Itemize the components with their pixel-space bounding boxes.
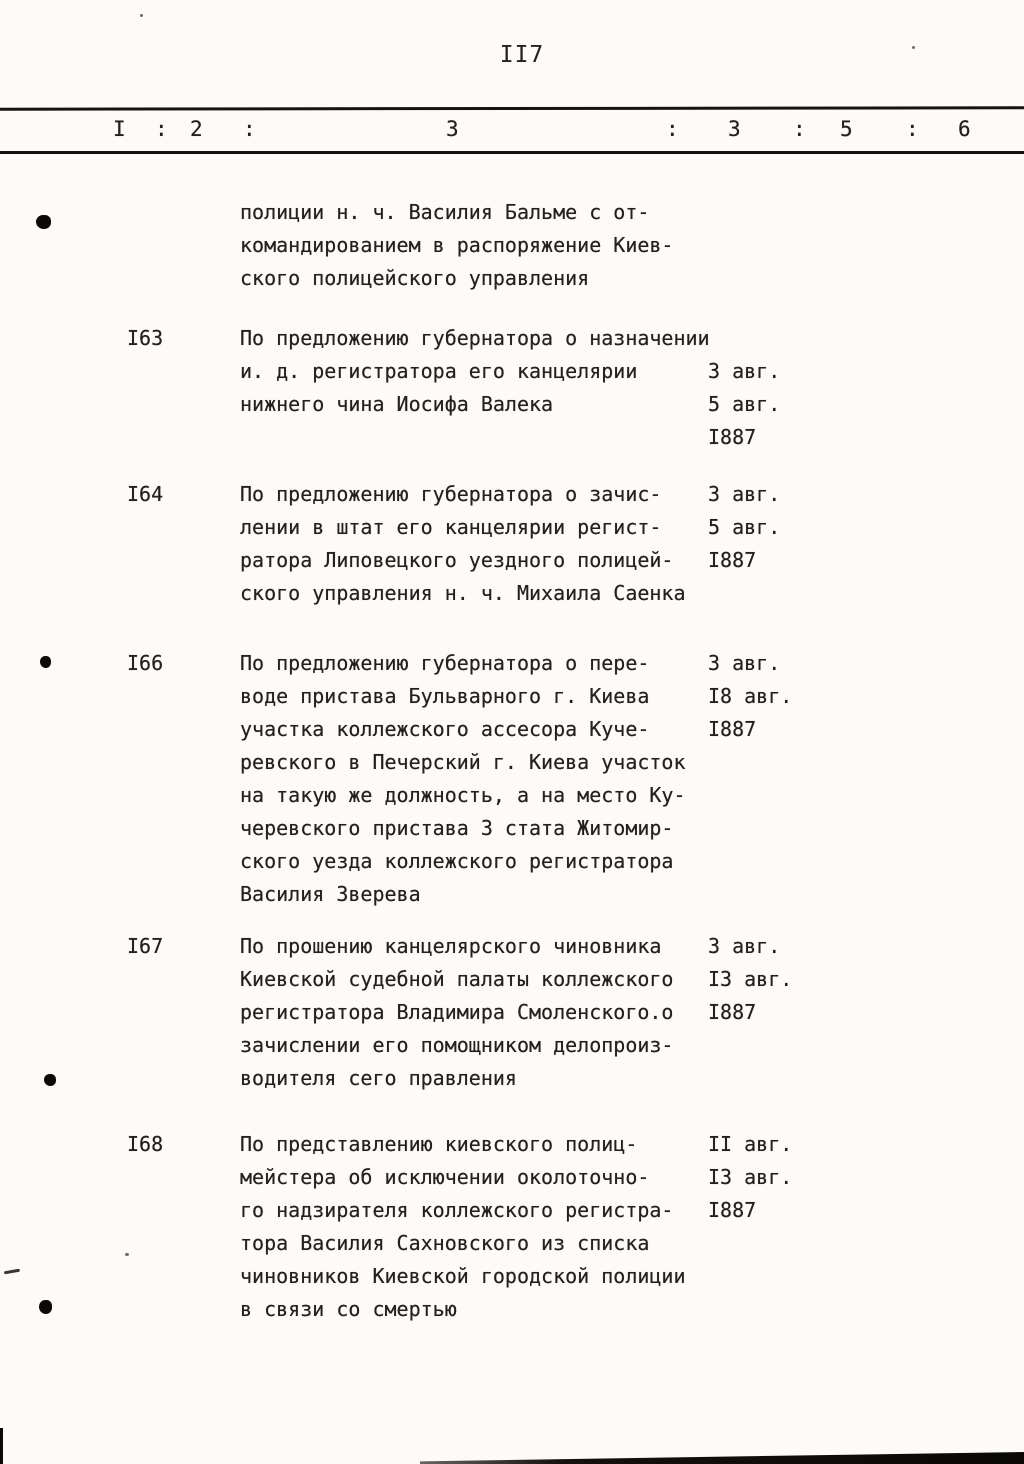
intro-line: командированием в распоряжение Киев- bbox=[240, 233, 674, 257]
entry-date-line: 5 авг. bbox=[708, 392, 781, 416]
speck-mark bbox=[912, 46, 915, 49]
table-header-bottom-rule bbox=[0, 151, 1024, 154]
speck-mark bbox=[140, 14, 143, 17]
column-number: 5 bbox=[840, 117, 853, 141]
ink-blob-mark bbox=[40, 656, 51, 668]
entry-number: I67 bbox=[127, 934, 164, 958]
ink-blob-mark bbox=[36, 215, 51, 229]
entry-text-line: ревского в Печерский г. Киева участок bbox=[240, 750, 686, 774]
entry-date-line: I887 bbox=[708, 1000, 757, 1024]
entry-number: I64 bbox=[127, 482, 164, 506]
entry-text-line: По прошению канцелярского чиновника bbox=[240, 934, 662, 958]
entry-text-line: ского управления н. ч. Михаила Саенка bbox=[240, 581, 686, 605]
column-separator: : bbox=[666, 117, 679, 141]
entry-date-line: 5 авг. bbox=[708, 515, 781, 539]
entry-number: I63 bbox=[127, 326, 164, 350]
entry-date-line: 3 авг. bbox=[708, 359, 781, 383]
entry-text-line: го надзирателя коллежского регистра- bbox=[240, 1198, 674, 1222]
column-number: 2 bbox=[190, 117, 203, 141]
entry-text-line: черевского пристава 3 стата Житомир- bbox=[240, 816, 674, 840]
entry-date-column bbox=[708, 647, 792, 746]
entry-date-column bbox=[708, 355, 780, 454]
entry-text-line: тора Василия Сахновского из списка bbox=[240, 1231, 650, 1255]
entry-number: I68 bbox=[127, 1132, 164, 1156]
scan-edge-sliver-mark bbox=[0, 1428, 3, 1464]
column-number: 3 bbox=[728, 117, 741, 141]
entry-date-line: I887 bbox=[708, 548, 757, 572]
entry-date-line: I3 авг. bbox=[708, 967, 793, 991]
entry-date-column bbox=[708, 478, 780, 577]
table-top-rule bbox=[0, 106, 1024, 110]
entry-date-line: 3 авг. bbox=[708, 651, 781, 675]
column-separator: : bbox=[155, 117, 168, 141]
entry-text-line: регистратора Владимира Смоленского.о bbox=[240, 1000, 674, 1024]
ink-blob-mark bbox=[39, 1300, 52, 1314]
entry-text-line: По предложению губернатора о пере- bbox=[240, 651, 650, 675]
column-separator: : bbox=[793, 117, 806, 141]
entry-text-line: зачислении его помощником делопроиз- bbox=[240, 1033, 674, 1057]
column-number: 6 bbox=[958, 117, 971, 141]
entry-text-column bbox=[240, 1128, 686, 1326]
entry-text-line: По предложению губернатора о назначении bbox=[240, 326, 710, 350]
entry-text-column bbox=[240, 647, 686, 911]
entry-date-line: I887 bbox=[708, 1198, 757, 1222]
entry-text-line: По предложению губернатора о зачис- bbox=[240, 482, 662, 506]
entry-text-line: Киевской судебной палаты коллежского bbox=[240, 967, 674, 991]
entry-number: I66 bbox=[127, 651, 164, 675]
entry-text-line: нижнего чина Иосифа Валека bbox=[240, 392, 554, 416]
column-number: 3 bbox=[446, 117, 459, 141]
ink-blob-mark bbox=[44, 1074, 56, 1086]
entry-date-line: I887 bbox=[708, 425, 757, 449]
entry-text-line: и. д. регистратора его канцелярии bbox=[240, 359, 638, 383]
entry-text-line: ского уезда коллежского регистратора bbox=[240, 849, 674, 873]
entry-text-line: в связи со смертью bbox=[240, 1297, 457, 1321]
entry-date-line: 3 авг. bbox=[708, 482, 781, 506]
entry-text-line: на такую же должность, а на место Ку- bbox=[240, 783, 686, 807]
entry-text-line: участка коллежского ассесора Куче- bbox=[240, 717, 650, 741]
entry-text-line: ратора Липовецкого уездного полицей- bbox=[240, 548, 674, 572]
intro-continuation-paragraph bbox=[240, 196, 673, 295]
entry-text-line: водителя сего правления bbox=[240, 1066, 517, 1090]
entry-date-line: I8 авг. bbox=[708, 684, 793, 708]
speck-mark bbox=[125, 1253, 129, 1256]
pencil-dash-mark bbox=[4, 1269, 20, 1275]
entry-text-line: По представлению киевского полиц- bbox=[240, 1132, 638, 1156]
column-separator: : bbox=[243, 117, 256, 141]
intro-line: ского полицейского управления bbox=[240, 266, 590, 290]
entry-text-line: мейстера об исключении околоточно- bbox=[240, 1165, 650, 1189]
entry-text-line: воде пристава Бульварного г. Киева bbox=[240, 684, 650, 708]
entry-text-line: чиновников Киевской городской полиции bbox=[240, 1264, 686, 1288]
column-number: I bbox=[113, 117, 126, 141]
column-separator: : bbox=[906, 117, 919, 141]
page-number: II7 bbox=[499, 42, 545, 68]
entry-text-column bbox=[240, 930, 673, 1095]
entry-text-column bbox=[240, 322, 710, 421]
intro-line: полиции н. ч. Василия Бальме с от- bbox=[240, 200, 650, 224]
entry-date-line: 3 авг. bbox=[708, 934, 781, 958]
entry-text-line: Василия Зверева bbox=[240, 882, 421, 906]
entry-date-line: I3 авг. bbox=[708, 1165, 793, 1189]
scan-edge-band-mark bbox=[420, 1452, 1024, 1464]
entry-date-line: I887 bbox=[708, 717, 757, 741]
entry-date-column bbox=[708, 930, 792, 1029]
entry-text-column bbox=[240, 478, 686, 610]
entry-text-line: лении в штат его канцелярии регист- bbox=[240, 515, 662, 539]
entry-date-line: II авг. bbox=[708, 1132, 793, 1156]
entry-date-column bbox=[708, 1128, 792, 1227]
